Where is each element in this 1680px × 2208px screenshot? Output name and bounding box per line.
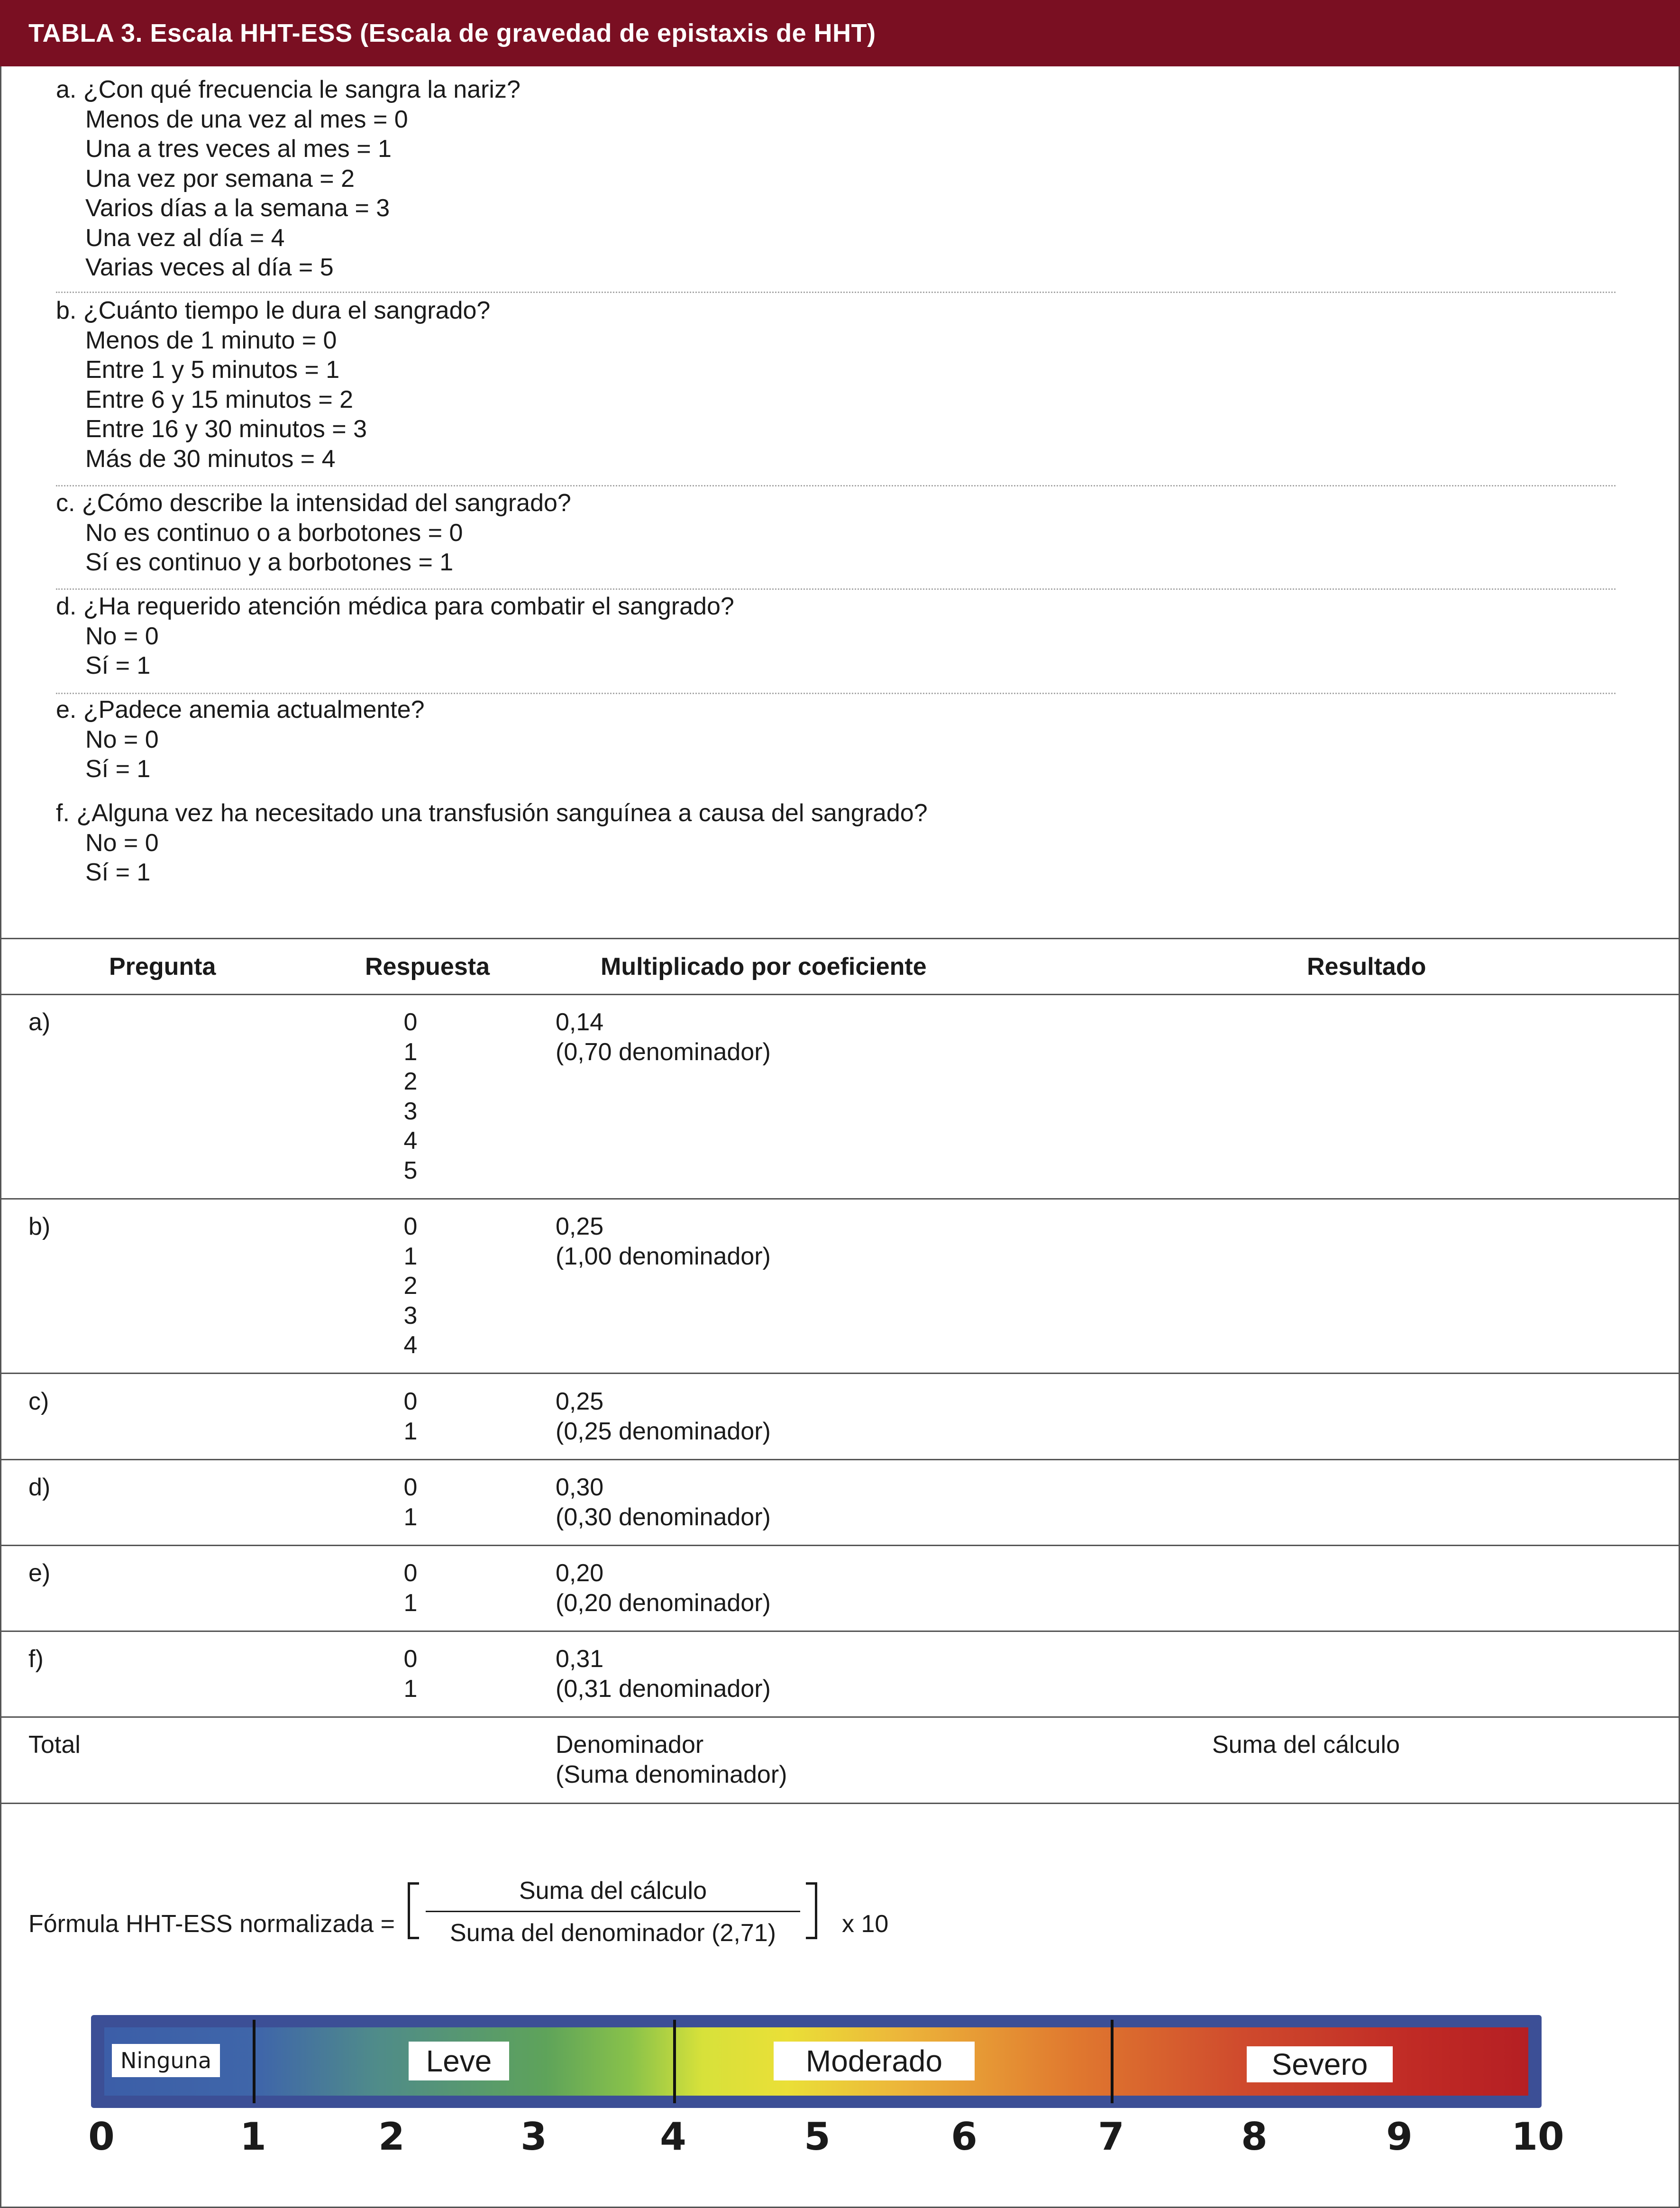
category-severo: Severo [1247, 2046, 1393, 2082]
table-row-e [0, 1558, 1680, 1630]
row-answers [387, 1473, 434, 1532]
coefficient-value: 0,31 [556, 1645, 604, 1673]
answer-value: 0 [403, 1474, 418, 1501]
category-moderado: Moderado [774, 2042, 975, 2080]
table-divider [0, 1631, 1680, 1632]
header-pregunta: Pregunta [109, 953, 216, 980]
coefficient-value: 0,25 [556, 1388, 604, 1415]
question-option: Menos de una vez al mes = 0 [85, 105, 408, 133]
answer-value: 4 [403, 1127, 418, 1154]
question-option: Sí es continuo y a borbotones = 1 [85, 549, 454, 576]
scale-divider-4 [673, 2020, 676, 2103]
row-coefficient [556, 1473, 771, 1532]
denominator-value: (0,70 denominador) [556, 1038, 771, 1066]
row-answers [387, 1644, 434, 1704]
scale-tick-5: 5 [804, 2115, 831, 2159]
question-option: No es continuo o a borbotones = 0 [85, 519, 463, 547]
question-c [56, 488, 1616, 590]
question-option: Entre 1 y 5 minutos = 1 [85, 356, 340, 384]
denominator-value: (0,31 denominador) [556, 1675, 771, 1703]
table-row-b [0, 1212, 1680, 1373]
row-answers [387, 1558, 434, 1618]
table-divider [0, 994, 1680, 995]
header-respuesta: Respuesta [365, 953, 490, 980]
question-option: Sí = 1 [85, 652, 151, 679]
row-coefficient [556, 1212, 771, 1271]
question-option: Una a tres veces al mes = 1 [85, 135, 392, 163]
denominator-value: (0,25 denominador) [556, 1417, 771, 1445]
answer-value: 0 [403, 1213, 418, 1240]
question-title: c. ¿Cómo describe la intensidad del sangrado? [56, 489, 571, 517]
question-option: Sí = 1 [85, 755, 151, 783]
table-title: TABLA 3. Escala HHT-ESS (Escala de gravedad de epistaxis de HHT) [0, 0, 1680, 66]
answer-value: 0 [403, 1008, 418, 1036]
coefficient-value: 0,14 [556, 1008, 604, 1036]
answer-value: 1 [403, 1242, 418, 1270]
total-label: Total [28, 1731, 81, 1759]
question-option: Más de 30 minutos = 4 [85, 445, 336, 473]
question-option: No = 0 [85, 725, 159, 753]
formula-fraction [426, 1876, 800, 1948]
question-option: Varias veces al día = 5 [85, 254, 334, 281]
scale-tick-4: 4 [660, 2115, 686, 2159]
scale-tick-2: 2 [378, 2115, 405, 2159]
formula-numerator: Suma del cálculo [519, 1877, 707, 1905]
table-row-d [0, 1473, 1680, 1544]
question-option: Varios días a la semana = 3 [85, 194, 390, 222]
row-question: d) [28, 1474, 51, 1501]
question-title: b. ¿Cuánto tiempo le dura el sangrado? [56, 297, 491, 324]
question-option: Una vez al día = 4 [85, 224, 285, 252]
formula-multiplier: x 10 [842, 1910, 889, 1938]
answer-value: 1 [403, 1675, 418, 1703]
total-denominator [556, 1730, 787, 1789]
table-divider [0, 1459, 1680, 1460]
question-title: f. ¿Alguna vez ha necesitado una transfusión sanguínea a causa del sangrado? [56, 799, 928, 827]
coefficient-value: 0,30 [556, 1474, 604, 1501]
total-denominator-label: Denominador [556, 1731, 704, 1759]
table-divider [0, 1803, 1680, 1804]
formula-denominator: Suma del denominador (2,71) [450, 1919, 776, 1947]
scale-tick-1: 1 [240, 2115, 266, 2159]
table-row-a [0, 1008, 1680, 1197]
scale-tick-3: 3 [520, 2115, 547, 2159]
row-question: a) [28, 1008, 51, 1036]
bracket-left [408, 1882, 419, 1939]
scale-divider-7 [1111, 2020, 1114, 2103]
question-f [56, 798, 1616, 893]
question-option: Una vez por semana = 2 [85, 165, 355, 192]
table-divider [0, 1716, 1680, 1718]
answer-value: 5 [403, 1156, 418, 1184]
row-coefficient [556, 1644, 771, 1704]
table-divider [0, 1373, 1680, 1374]
answer-value: 0 [403, 1645, 418, 1673]
row-answers [387, 1008, 434, 1185]
answer-value: 1 [403, 1503, 418, 1531]
fraction-bar [426, 1911, 800, 1912]
answer-value: 1 [403, 1589, 418, 1617]
denominator-value: (0,30 denominador) [556, 1503, 771, 1531]
scale-tick-10: 10 [1511, 2115, 1564, 2159]
question-title: d. ¿Ha requerido atención médica para combatir el sangrado? [56, 593, 734, 620]
answer-value: 3 [403, 1097, 418, 1125]
row-coefficient [556, 1558, 771, 1618]
question-option: Menos de 1 minuto = 0 [85, 326, 337, 354]
header-resultado: Resultado [1307, 953, 1426, 980]
coefficient-value: 0,25 [556, 1213, 604, 1240]
table-divider [0, 1198, 1680, 1200]
row-question: f) [28, 1645, 44, 1673]
scale-divider-1 [253, 2020, 256, 2103]
question-option: Entre 16 y 30 minutos = 3 [85, 415, 367, 443]
table-row-c [0, 1387, 1680, 1458]
row-answers [387, 1387, 434, 1446]
scale-tick-6: 6 [951, 2115, 977, 2159]
denominator-value: (0,20 denominador) [556, 1589, 771, 1617]
denominator-value: (1,00 denominador) [556, 1242, 771, 1270]
question-option: No = 0 [85, 829, 159, 857]
row-coefficient [556, 1387, 771, 1446]
question-e [56, 695, 1616, 790]
scale-tick-8: 8 [1241, 2115, 1268, 2159]
question-title: a. ¿Con qué frecuencia le sangra la nariz? [56, 76, 520, 103]
question-option: Sí = 1 [85, 859, 151, 886]
total-result: Suma del cálculo [1212, 1731, 1400, 1759]
answer-value: 4 [403, 1331, 418, 1359]
header-coeficiente: Multiplicado por coeficiente [601, 953, 927, 980]
category-leve: Leve [409, 2042, 509, 2080]
scale-tick-7: 7 [1098, 2115, 1124, 2159]
question-option: Entre 6 y 15 minutos = 2 [85, 385, 354, 413]
total-denominator-sub: (Suma denominador) [556, 1760, 787, 1788]
row-coefficient [556, 1008, 771, 1067]
row-question: c) [28, 1388, 49, 1415]
row-question: e) [28, 1559, 51, 1587]
answer-value: 1 [403, 1417, 418, 1445]
table-row-total [0, 1730, 1680, 1801]
formula-label: Fórmula HHT-ESS normalizada = [28, 1910, 395, 1938]
answer-value: 0 [403, 1388, 418, 1415]
bracket-right [806, 1882, 817, 1939]
table-divider [0, 938, 1680, 939]
question-b [56, 296, 1616, 486]
answer-value: 2 [403, 1068, 418, 1095]
question-title: e. ¿Padece anemia actualmente? [56, 696, 425, 724]
category-ninguna: Ninguna [112, 2044, 220, 2077]
scale-tick-9: 9 [1386, 2115, 1413, 2159]
row-question: b) [28, 1213, 51, 1240]
answer-value: 2 [403, 1272, 418, 1300]
answer-value: 3 [403, 1301, 418, 1329]
question-d [56, 592, 1616, 694]
scale-tick-0: 0 [88, 2115, 115, 2159]
row-answers [387, 1212, 434, 1360]
coefficient-value: 0,20 [556, 1559, 604, 1587]
question-option: No = 0 [85, 622, 159, 650]
answer-value: 1 [403, 1038, 418, 1066]
table-row-f [0, 1644, 1680, 1715]
answer-value: 0 [403, 1559, 418, 1587]
question-a [56, 75, 1616, 293]
table-divider [0, 1545, 1680, 1546]
